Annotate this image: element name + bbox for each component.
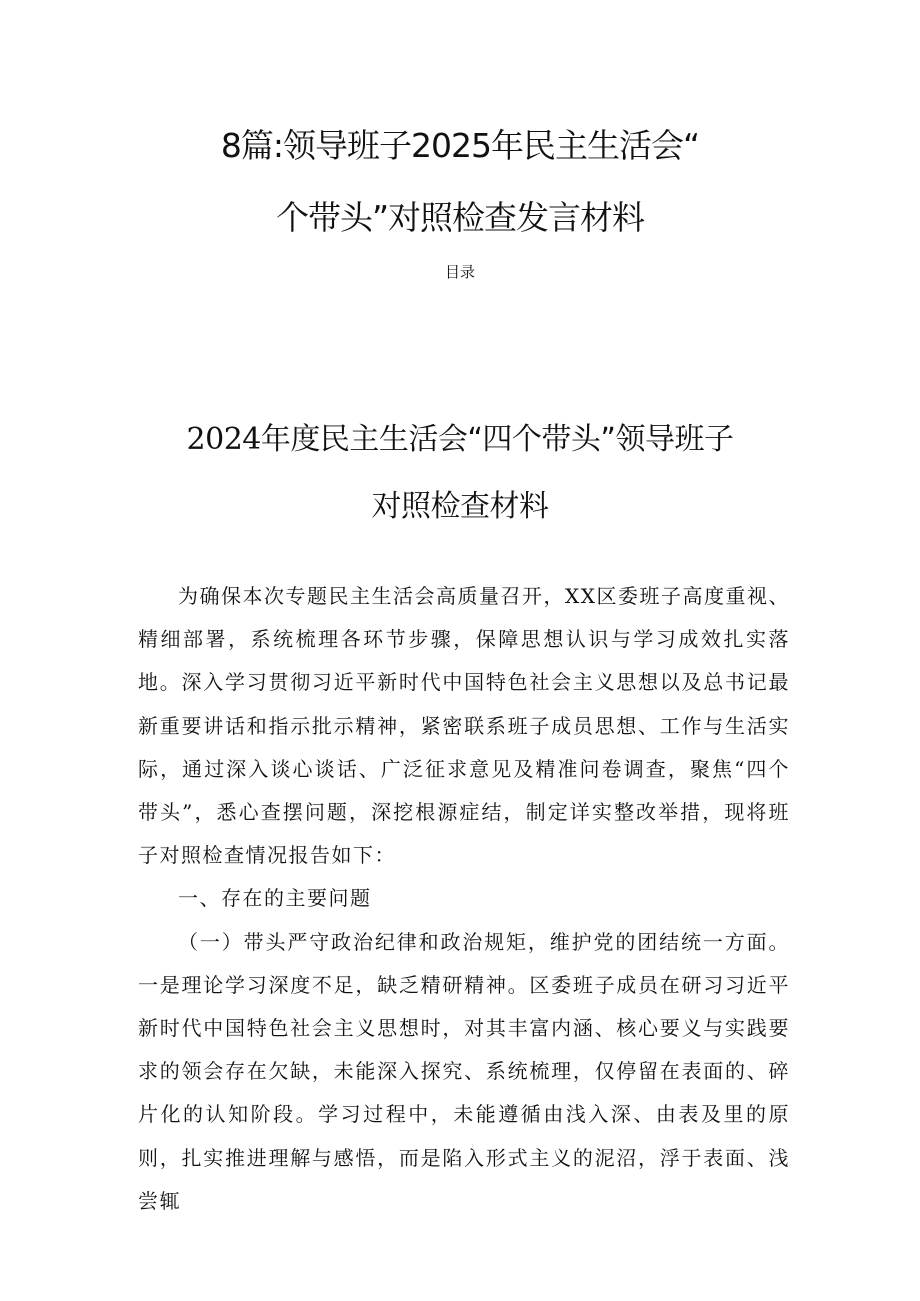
problem-paragraph-1: （一）带头严守政治纪律和政治规矩，维护党的团结统一方面。一是理论学习深度不足，缺乏精研精神。区委班子成员在研习习近平新时代中国特色社会主义思想时，对其丰富内涵、核心要义与实践要求的领会存在欠缺，未能深入探究、系统梳理，仅停留在表面的、碎片化的认知阶段。学习过程中，未能遵循由浅入深、由表及里的原则，扎实推进理解与感悟，而是陷入形式主义的泥沼，浮于表面、浅尝辄 [138, 929, 790, 1213]
section-title-line-1 [0, 420, 920, 460]
table-of-contents-label: 目录 [444, 263, 475, 281]
document-title-line-2: 个带头”对照检查发言材料 [275, 198, 645, 237]
heading-main-problems: 一、存在的主要问题 [178, 886, 372, 911]
document-title-line-1: 8篇:领导班子2025年民主生活会“ [220, 126, 700, 165]
intro-paragraph: 为确保本次专题民主生活会高质量召开，XX区委班子高度重视、精细部署，系统梳理各环节步骤，保障思想认识与学习成效扎实落地。深入学习贯彻习近平新时代中国特色社会主义思想以及总书记最新重要讲话和指示批示精神，紧密联系班子成员思想、工作与生活实际，通过深入谈心谈话、广泛征求意见及精准问卷调查，聚焦“四个带头”，悉心查摆问题，深挖根源症结，制定详实整改举措，现将班子对照检查情况报告如下： [138, 584, 790, 868]
section-title-line-2: 对照检查材料 [371, 489, 549, 524]
document-body [138, 575, 790, 1223]
section-title-year: 2024 [186, 422, 261, 457]
section-title-text: 年度民主生活会“四个带头”领导班子 [260, 422, 734, 457]
